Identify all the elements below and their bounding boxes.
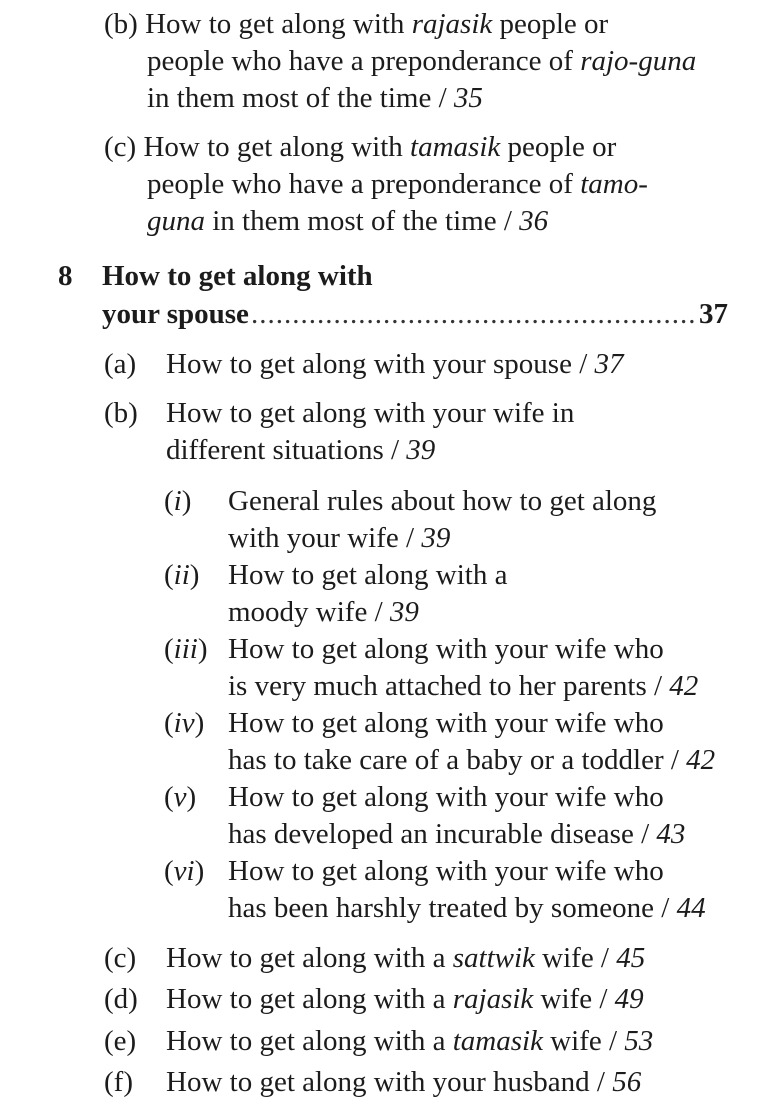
page-number: 45 [616, 942, 646, 974]
item-marker: (c) [104, 942, 137, 974]
toc-term: rajasik [452, 983, 534, 1015]
toc-term: tamo- [580, 168, 648, 200]
toc-text-block [228, 631, 698, 705]
item-marker: (c) [104, 131, 137, 163]
toc-line [104, 6, 744, 43]
paren: ( [164, 633, 174, 665]
toc-text: with your wife / [228, 522, 422, 554]
toc-line: How to get along with your wife in [166, 397, 575, 429]
toc-line [166, 1064, 641, 1101]
toc-text: How to get along with your spouse / [166, 348, 595, 380]
toc-text: has been harshly treated by someone / [228, 892, 677, 924]
toc-text: people or [492, 8, 609, 40]
toc-line: General rules about how to get along [228, 485, 657, 517]
item-marker: (b) [104, 8, 138, 40]
item-marker: (d) [104, 983, 138, 1015]
toc-line [228, 742, 715, 779]
item-marker [164, 779, 196, 816]
toc-term: tamasik [410, 131, 501, 163]
toc-line [166, 432, 574, 469]
toc-line [228, 890, 706, 927]
toc-text: has developed an incurable disease / [228, 818, 657, 850]
toc-text: How to get along with a [166, 942, 453, 974]
toc-text: How to get along with your husband / [166, 1066, 613, 1098]
toc-text: in them most of the time / [147, 82, 454, 114]
item-marker [164, 705, 204, 742]
toc-line: How to get along with a [228, 559, 508, 591]
toc-term: rajo-guna [580, 45, 697, 77]
item-marker: (e) [104, 1025, 137, 1057]
page-number: 37 [594, 348, 624, 380]
toc-text: How to get along with a [166, 1025, 453, 1057]
item-marker [164, 853, 204, 890]
paren: ) [181, 485, 192, 517]
paren: ( [164, 855, 174, 887]
toc-entry-b-rajasik [104, 6, 744, 117]
roman-numeral: iii [173, 633, 198, 665]
toc-term: guna [147, 205, 205, 237]
toc-text: moody wife / [228, 596, 390, 628]
toc-text: wife / [534, 942, 617, 974]
paren: ) [194, 855, 205, 887]
toc-line [228, 816, 685, 853]
roman-numeral: i [173, 485, 182, 517]
toc-line [104, 80, 744, 117]
toc-text-block [166, 395, 574, 469]
paren: ) [197, 633, 208, 665]
dot-leader [251, 296, 697, 333]
toc-line [166, 1023, 653, 1060]
page-number: 35 [453, 82, 483, 114]
toc-text: wife / [542, 1025, 625, 1057]
toc-line [104, 166, 744, 203]
page-number: 56 [612, 1066, 642, 1098]
page-number: 49 [614, 983, 644, 1015]
item-marker [164, 631, 208, 668]
paren: ( [164, 485, 174, 517]
toc-text: How to get along with [143, 131, 411, 163]
page-number: 43 [656, 818, 686, 850]
roman-numeral: v [173, 781, 187, 813]
page-number: 36 [519, 205, 549, 237]
toc-text: people who have a preponderance of [147, 45, 581, 77]
toc-line [104, 203, 744, 240]
toc-line [166, 981, 644, 1018]
roman-numeral: iv [173, 707, 195, 739]
paren: ) [194, 707, 205, 739]
roman-numeral: vi [173, 855, 195, 887]
paren: ) [186, 781, 197, 813]
toc-text: people or [500, 131, 617, 163]
item-marker: (a) [104, 348, 137, 380]
toc-line [228, 594, 507, 631]
toc-text: different situations / [166, 434, 407, 466]
toc-text: has to take care of a baby or a toddler / [228, 744, 687, 776]
toc-text: in them most of the time / [205, 205, 520, 237]
toc-line: How to get along with your wife who [228, 707, 664, 739]
toc-text-block [228, 853, 706, 927]
chapter-title-line1: How to get along with [102, 260, 373, 292]
toc-line [104, 43, 744, 80]
paren: ) [189, 559, 200, 591]
chapter-title-line2: your spouse [102, 298, 249, 330]
page-number: 44 [676, 892, 706, 924]
chapter-number: 8 [58, 260, 73, 292]
roman-numeral: ii [173, 559, 190, 591]
toc-text-block [228, 705, 715, 779]
toc-line [228, 520, 656, 557]
toc-line [228, 668, 698, 705]
toc-text: How to get along with a [166, 983, 453, 1015]
page-number: 39 [421, 522, 451, 554]
paren: ( [164, 707, 174, 739]
toc-term: tamasik [452, 1025, 543, 1057]
item-marker: (f) [104, 1066, 133, 1098]
toc-text: is very much attached to her parents / [228, 670, 670, 702]
toc-text-block [228, 483, 656, 557]
toc-line: How to get along with your wife who [228, 855, 664, 887]
toc-text: wife / [533, 983, 615, 1015]
toc-text-block [228, 779, 685, 853]
toc-text-block [228, 557, 507, 631]
toc-line [166, 940, 645, 977]
item-marker [164, 557, 199, 594]
toc-line [166, 346, 624, 383]
paren: ( [164, 781, 174, 813]
toc-line: How to get along with your wife who [228, 633, 664, 665]
chapter-title-row [102, 296, 728, 333]
toc-line [104, 129, 744, 166]
toc-line: How to get along with your wife who [228, 781, 664, 813]
toc-term: sattwik [452, 942, 535, 974]
item-marker: (b) [104, 397, 138, 429]
page-number: 42 [686, 744, 716, 776]
page-number: 42 [669, 670, 699, 702]
page-number: 53 [624, 1025, 654, 1057]
page-number: 39 [406, 434, 436, 466]
item-marker [164, 483, 191, 520]
toc-text: people who have a preponderance of [147, 168, 581, 200]
toc-text: How to get along with [145, 8, 412, 40]
toc-entry-c-tamasik [104, 129, 744, 240]
toc-term: rajasik [411, 8, 493, 40]
chapter-page-number: 37 [699, 298, 728, 330]
page-number: 39 [389, 596, 419, 628]
paren: ( [164, 559, 174, 591]
